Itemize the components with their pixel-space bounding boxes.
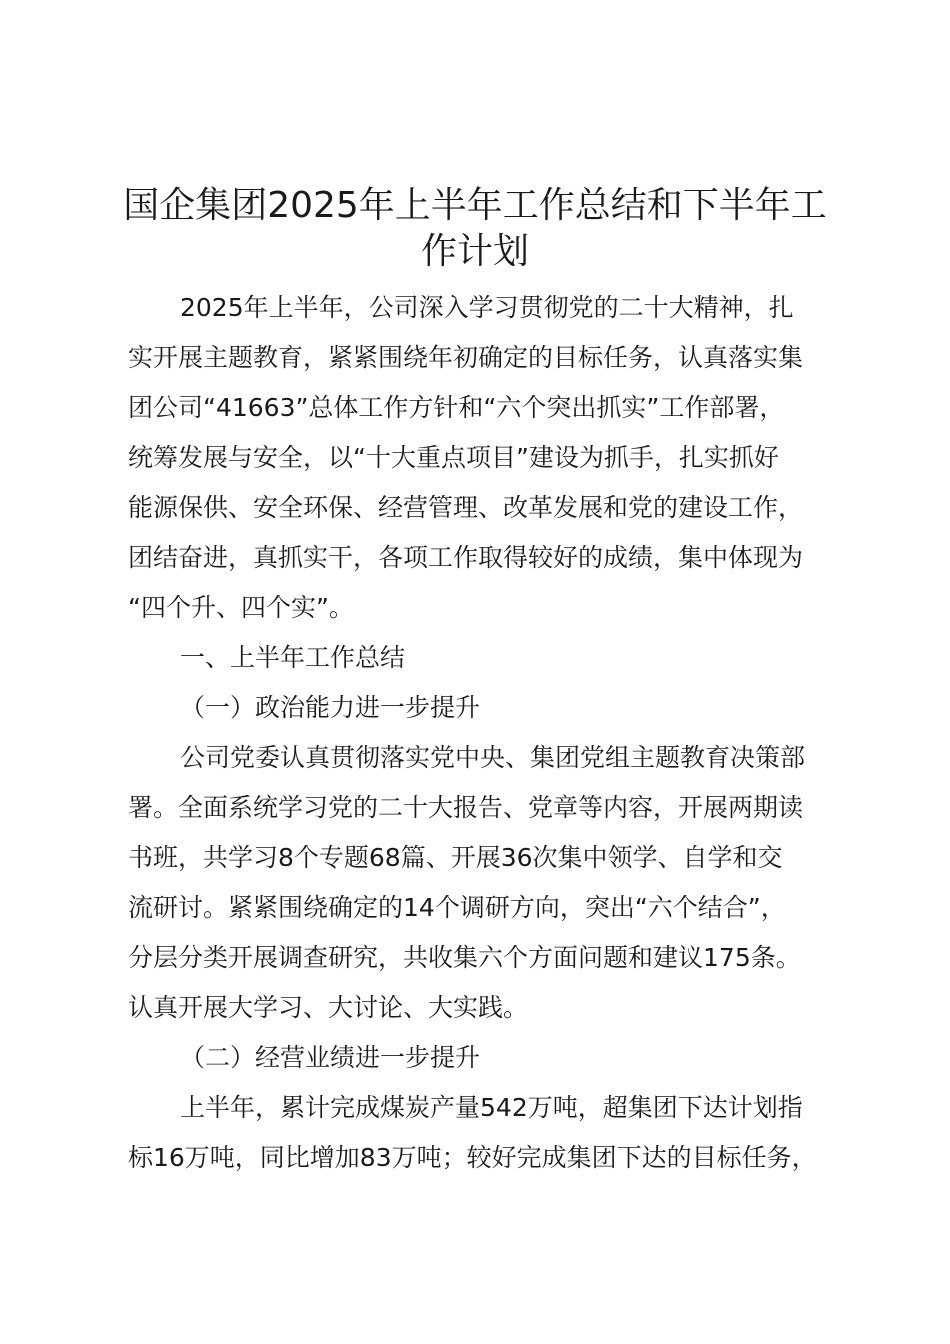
text-line: 认真开展大学习、大讨论、大实践。: [128, 993, 529, 1022]
document-body: [128, 283, 840, 1183]
text-line: 上半年，累计完成煤炭产量542万吨，超集团下达计划指: [180, 1093, 803, 1122]
subsection-heading: （一）政治能力进一步提升: [180, 693, 481, 722]
text-line: 2025年上半年，公司深入学习贯彻党的二十大精神，扎: [180, 293, 794, 322]
document-title: [100, 183, 850, 275]
text-line: 标16万吨，同比增加83万吨；较好完成集团下达的目标任务，: [128, 1143, 817, 1172]
text-line: 流研讨。紧紧围绕确定的14个调研方向，突出“六个结合”，: [128, 893, 786, 922]
text-line: 署。全面系统学习党的二十大报告、党章等内容，开展两期读: [128, 793, 804, 822]
text-line: 公司党委认真贯彻落实党中央、集团党组主题教育决策部: [180, 743, 806, 772]
text-line: 统筹发展与安全，以“十大重点项目”建设为抓手，扎实抓好: [128, 443, 779, 472]
text-line: 书班，共学习8个专题68篇、开展36次集中领学、自学和交: [128, 843, 783, 872]
section-heading: 一、上半年工作总结: [180, 643, 406, 672]
text-line: “四个升、四个实”。: [128, 593, 354, 622]
text-line: 能源保供、安全环保、经营管理、改革发展和党的建设工作，: [128, 493, 804, 522]
text-line: 分层分类开展调查研究，共收集六个方面问题和建议175条。: [128, 943, 801, 972]
title-line-2: 作计划: [420, 231, 529, 272]
text-line: 团公司“41663”总体工作方针和“六个突出抓实”工作部署，: [128, 393, 785, 422]
text-line: 团结奋进，真抓实干，各项工作取得较好的成绩，集中体现为: [128, 543, 804, 572]
title-line-1: 国企集团2025年上半年工作总结和下半年工: [123, 185, 827, 226]
text-line: 实开展主题教育，紧紧围绕年初确定的目标任务，认真落实集: [128, 343, 804, 372]
subsection-heading: （二）经营业绩进一步提升: [180, 1043, 481, 1072]
